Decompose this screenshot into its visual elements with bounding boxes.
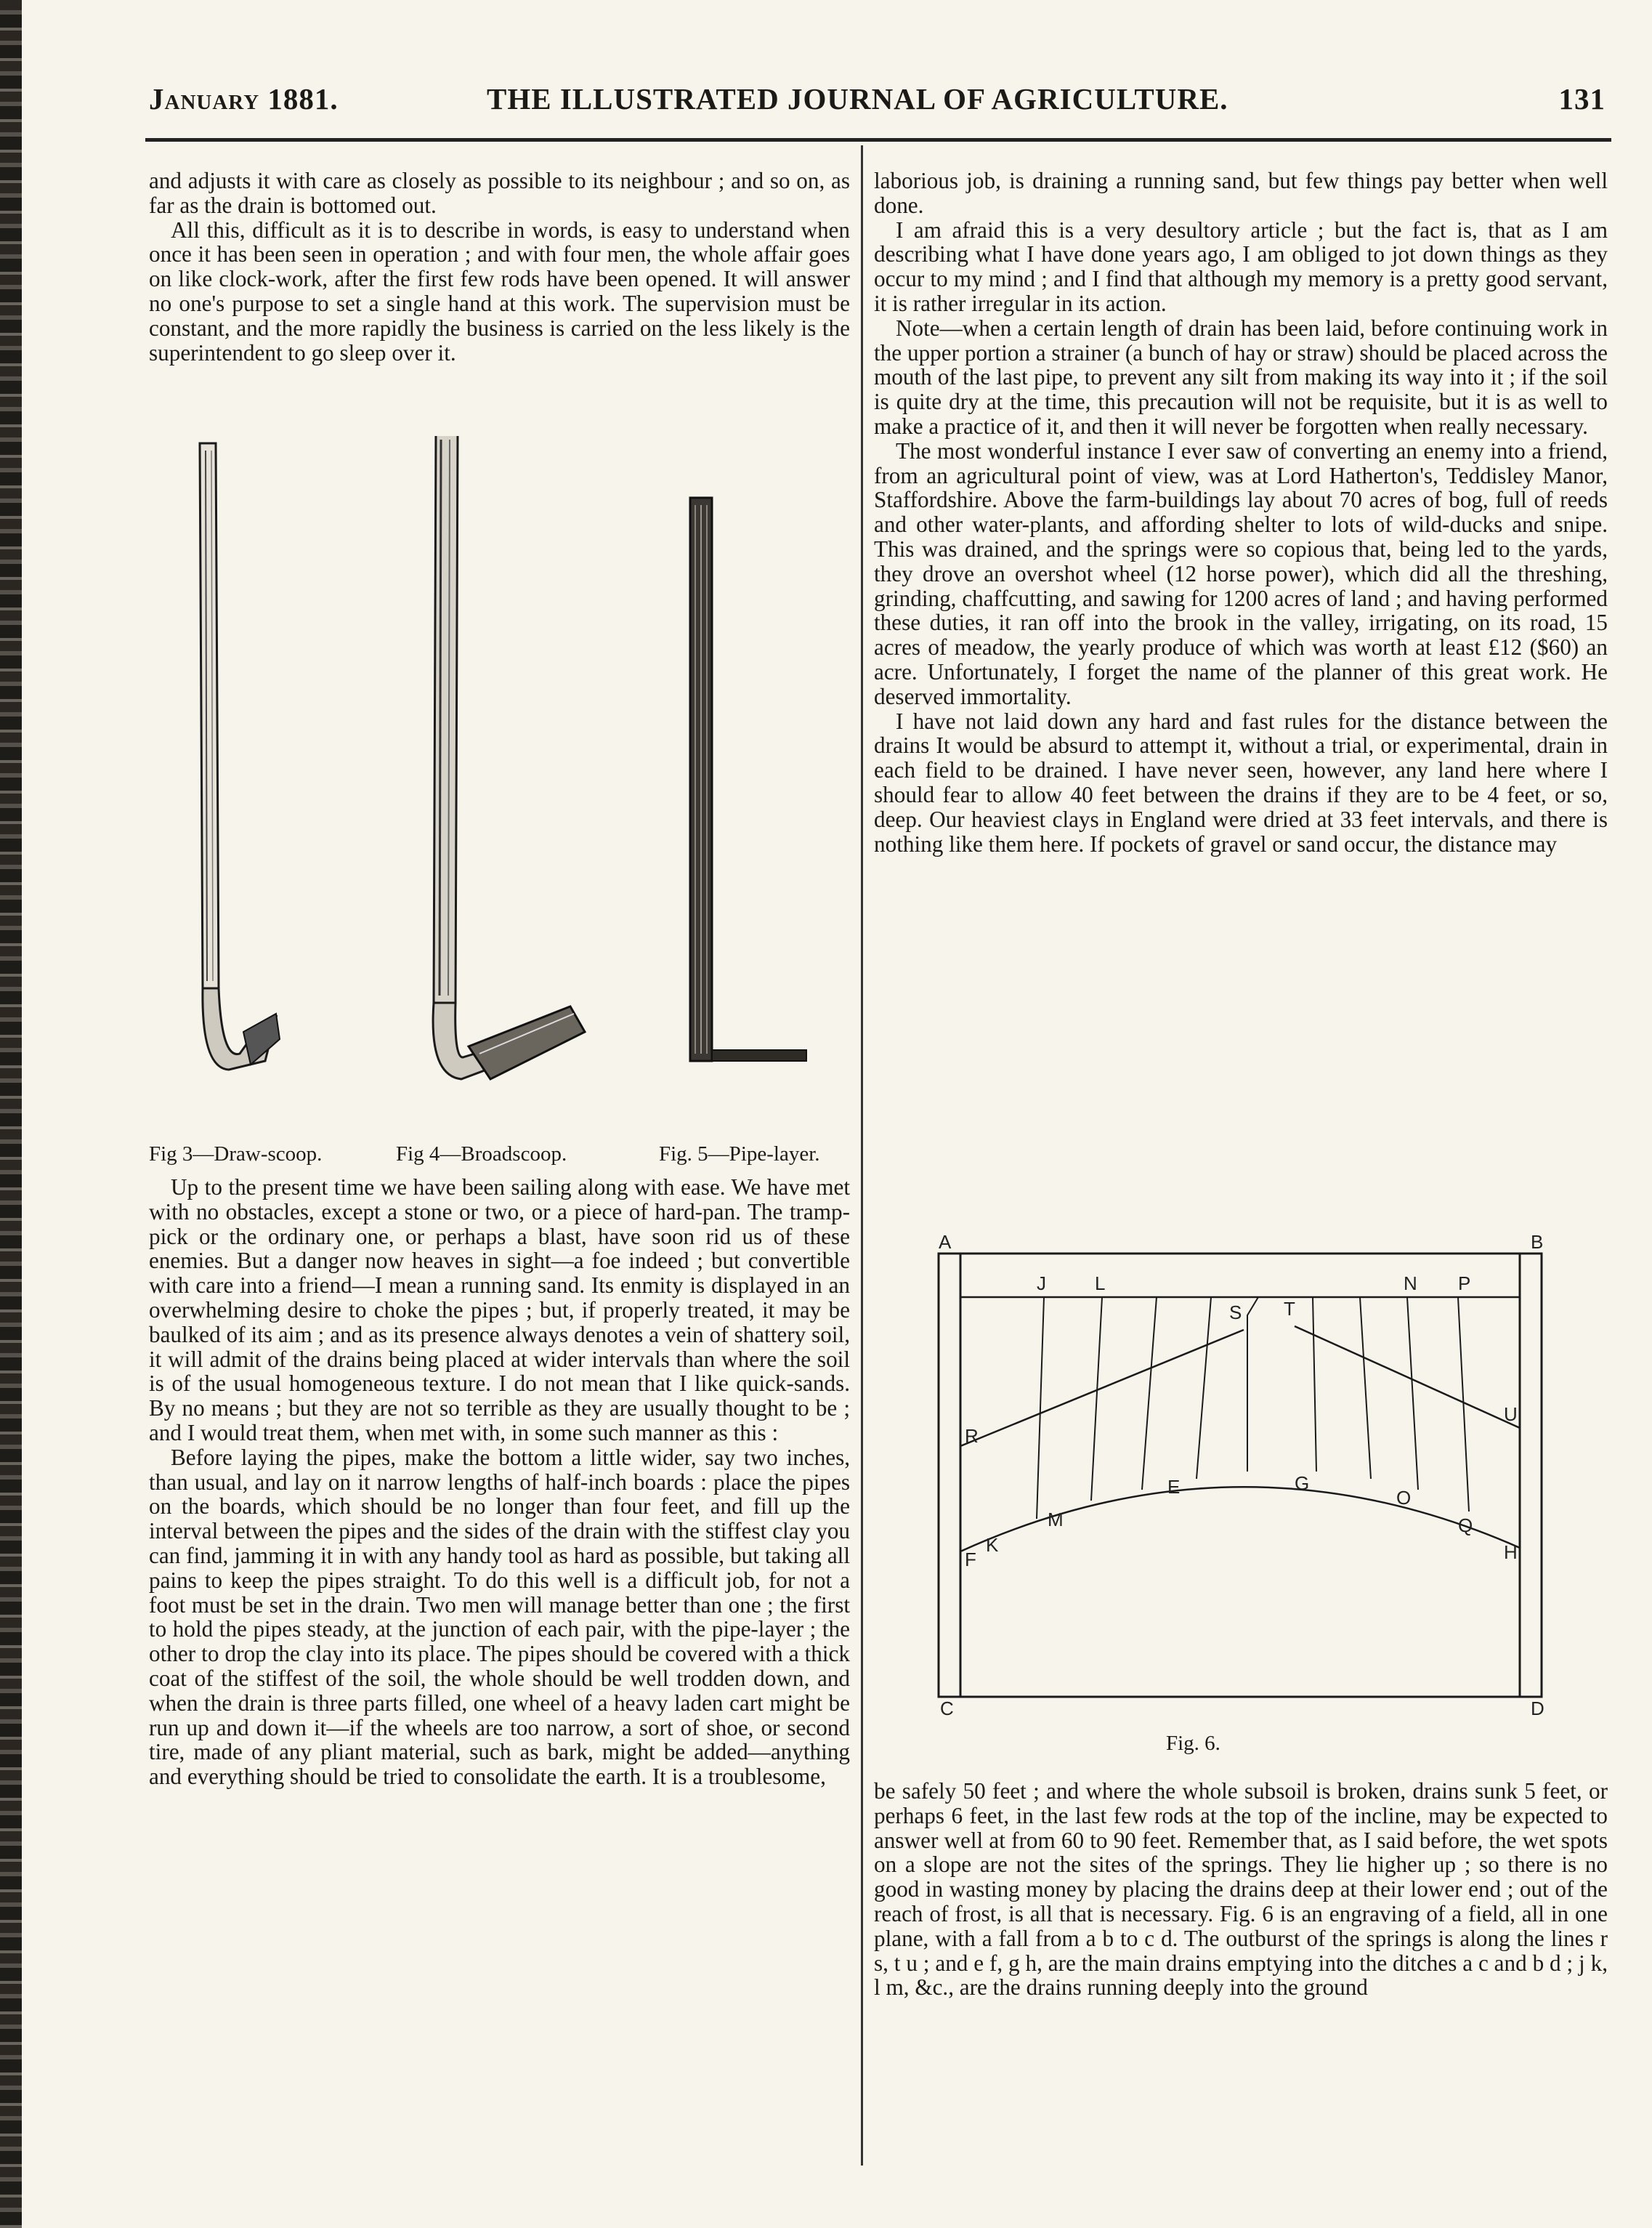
fig6-label-c: C	[940, 1698, 954, 1719]
paragraph: The most wonderful instance I ever saw of converting an enemy into a friend, from an agricultural point of view, was at Lord Hatherton's, Teddisley Manor, Staffordshire. Above the farm-buildings lay about 70 acres of bog, full of reeds and other water-plants, and affording shelter to lots of wild-ducks and snipe. This was drained, and the springs were so copious that, being led to the yards, they drove an overshot wheel (12 horse power), which did all the threshing, grinding, chaffcutting, and sawing for 1200 acres of land ; and having performed these duties, it ran off into the brook in the valley, irrigating, on its road, 15 acres of meadow, the yearly produce of which was worth at least £12 ($60) an acre. Unfortunately, I forget the name of the planner of this great work. He deserved immortality.	[874, 437, 1608, 709]
fig6-label-p: P	[1458, 1272, 1471, 1294]
fig4-caption: Fig 4—Broadscoop.	[396, 1142, 567, 1166]
right-column-bottom-text	[874, 1779, 1608, 2000]
fig6-label-k: K	[986, 1534, 999, 1556]
issue-date: January 1881.	[149, 82, 339, 116]
fig6-label-j: J	[1037, 1272, 1046, 1294]
fig6-label-q: Q	[1458, 1514, 1473, 1536]
running-head	[149, 81, 1606, 125]
paragraph: Before laying the pipes, make the bottom a little wider, say two inches, than usual, and lay on it narrow lengths of half-inch boards : place the pipes on the boards, which should be no longer than four feet, and fill up the interval between the pipes and the sides of the drain with the stiffest clay you can find, jamming it in with any handy tool as hard as possible, but taking all pains to keep the pipes straight. To do this well is a difficult job, for not a foot must be set in the drain. Two men will manage better than one ; the first to hold the pipes steady, at the junction of each pair, with the pipe-layer ; the other to drop the clay into its place. The pipes should be covered with a thick coat of the stiffest of the soil, the whole should be well trodden down, and when the drain is three parts filled, one wheel of a heavy laden cart might be run up and down it—if the wheels are too narrow, a sort of shoe, or second tire, made of any pliant material, such as bark, might be added—anything and everything should be tried to consolidate the earth. It is a troublesome,	[149, 1444, 850, 1790]
fig6-label-e: E	[1167, 1476, 1181, 1498]
paragraph: laborious job, is draining a running sand, but few things pay better when well done.	[874, 168, 1608, 218]
tool-figures	[149, 436, 854, 1112]
fig6-label-h: H	[1504, 1541, 1518, 1563]
broadscoop-tool-icon	[433, 436, 585, 1079]
fig6-label-d: D	[1531, 1698, 1544, 1719]
fig6-label-s: S	[1229, 1301, 1242, 1323]
fig6-label-f: F	[965, 1549, 976, 1570]
fig6-label-m: M	[1048, 1509, 1064, 1530]
fig6-label-o: O	[1396, 1487, 1412, 1509]
pipe-layer-tool-icon	[690, 498, 806, 1061]
fig6-label-b: B	[1531, 1231, 1544, 1253]
journal-title: THE ILLUSTRATED JOURNAL OF AGRICULTURE.	[487, 82, 1228, 116]
fig3-caption: Fig 3—Draw-scoop.	[149, 1142, 323, 1166]
left-column-bottom-text	[149, 1175, 850, 1789]
scanned-page-edge	[0, 0, 22, 2228]
paragraph: and adjusts it with care as closely as possible to its neighbour ; and so on, as far as the drain is bottomed out.	[149, 168, 850, 218]
paragraph: I am afraid this is a very desultory article ; but the fact is, that as I am describing what I have done years ago, I am obliged to jot down things as they occur to my mind ; and I find that although my memory is a pretty good servant, it is rather irregular in its action.	[874, 217, 1608, 316]
paragraph: Up to the present time we have been sailing along with ease. We have met with no obstacles, except a stone or two, or a piece of hard-pan. The tramp-pick or the ordinary one, or perhaps a blast, have soon rid us of these enemies. But a danger now heaves in sight—a foe indeed ; but convertible with care into a friend—I mean a running sand. Its enmity is displayed in an overwhelming desire to choke the pipes ; but, if properly treated, it may be baulked of its aim ; and as its presence always denotes a vein of shattery soil, it will admit of the drains being placed at wider intervals than where the soil is of the usual homogeneous texture. I do not mean that I like quick-sands. By no means ; but they are not so terrible as they are usually thought to be ; and I would treat them, when met with, in some such manner as this :	[149, 1174, 850, 1445]
header-rule	[145, 138, 1611, 142]
paragraph: be safely 50 feet ; and where the whole subsoil is broken, drains sunk 5 feet, or perhaps 6 feet, in the last few rods at the top of the incline, may be expected to answer well at from 60 to 90 feet. Remember that, as I said before, the wet spots on a slope are not the sites of the springs. They lie higher up ; so there is no good in wasting money by placing the drains deep at their lower end ; out of the reach of frost, is all that is necessary. Fig. 6 is an engraving of a field, all in one plane, with a fall from a b to c d. The outburst of the springs is along the lines r s, t u ; and e f, g h, are the main drains emptying into the ditches a c and b d ; j k, l m, &c., are the drains running deeply into the ground	[874, 1778, 1608, 2001]
paragraph: I have not laid down any hard and fast rules for the distance between the drains It would be absurd to attempt it, without a trial, or experimental, drain in each field to be drained. I have never seen, however, any land here where I should fear to allow 40 feet between the drains if they are to be 4 feet, or so, deep. Our heaviest clays in England were dried at 33 feet intervals, and there is nothing like them here. If pockets of gravel or sand occur, the distance may	[874, 708, 1608, 857]
fig6-caption: Fig. 6.	[1166, 1732, 1220, 1755]
fig6-label-u: U	[1504, 1403, 1518, 1425]
paragraph: Note—when a certain length of drain has been laid, before continuing work in the upper portion a strainer (a bunch of hay or straw) should be placed across the mouth of the last pipe, to prevent any silt from making its way into it ; if the soil is quite dry at the time, this precaution will not be requisite, but it is as well to make a practice of it, and then it will never be forgotten when really necessary.	[874, 315, 1608, 439]
tool-figure-captions	[149, 1142, 854, 1171]
fig6-label-r: R	[965, 1425, 979, 1447]
column-rule	[861, 145, 863, 2166]
fig6-label-l: L	[1095, 1272, 1106, 1294]
draw-scoop-tool-icon	[200, 443, 280, 1070]
fig6-label-a: A	[939, 1231, 952, 1253]
page-number: 131	[1558, 82, 1606, 116]
left-column-top-text	[149, 169, 850, 365]
fig5-caption: Fig. 5—Pipe-layer.	[659, 1142, 820, 1166]
fig6-field-drainage-diagram	[917, 1228, 1571, 1722]
fig6-label-g: G	[1295, 1472, 1310, 1494]
fig6-label-t: T	[1284, 1298, 1295, 1320]
fig6-label-n: N	[1404, 1272, 1417, 1294]
right-column-top-text	[874, 169, 1608, 856]
paragraph: All this, difficult as it is to describe in words, is easy to understand when once it has been seen in operation ; and with four men, the whole affair goes on like clock-work, after the first few rods have been opened. It will answer no one's purpose to set a single hand at this work. The supervision must be constant, and the more rapidly the business is carried on the less likely is the superintendent to go sleep over it.	[149, 217, 850, 366]
